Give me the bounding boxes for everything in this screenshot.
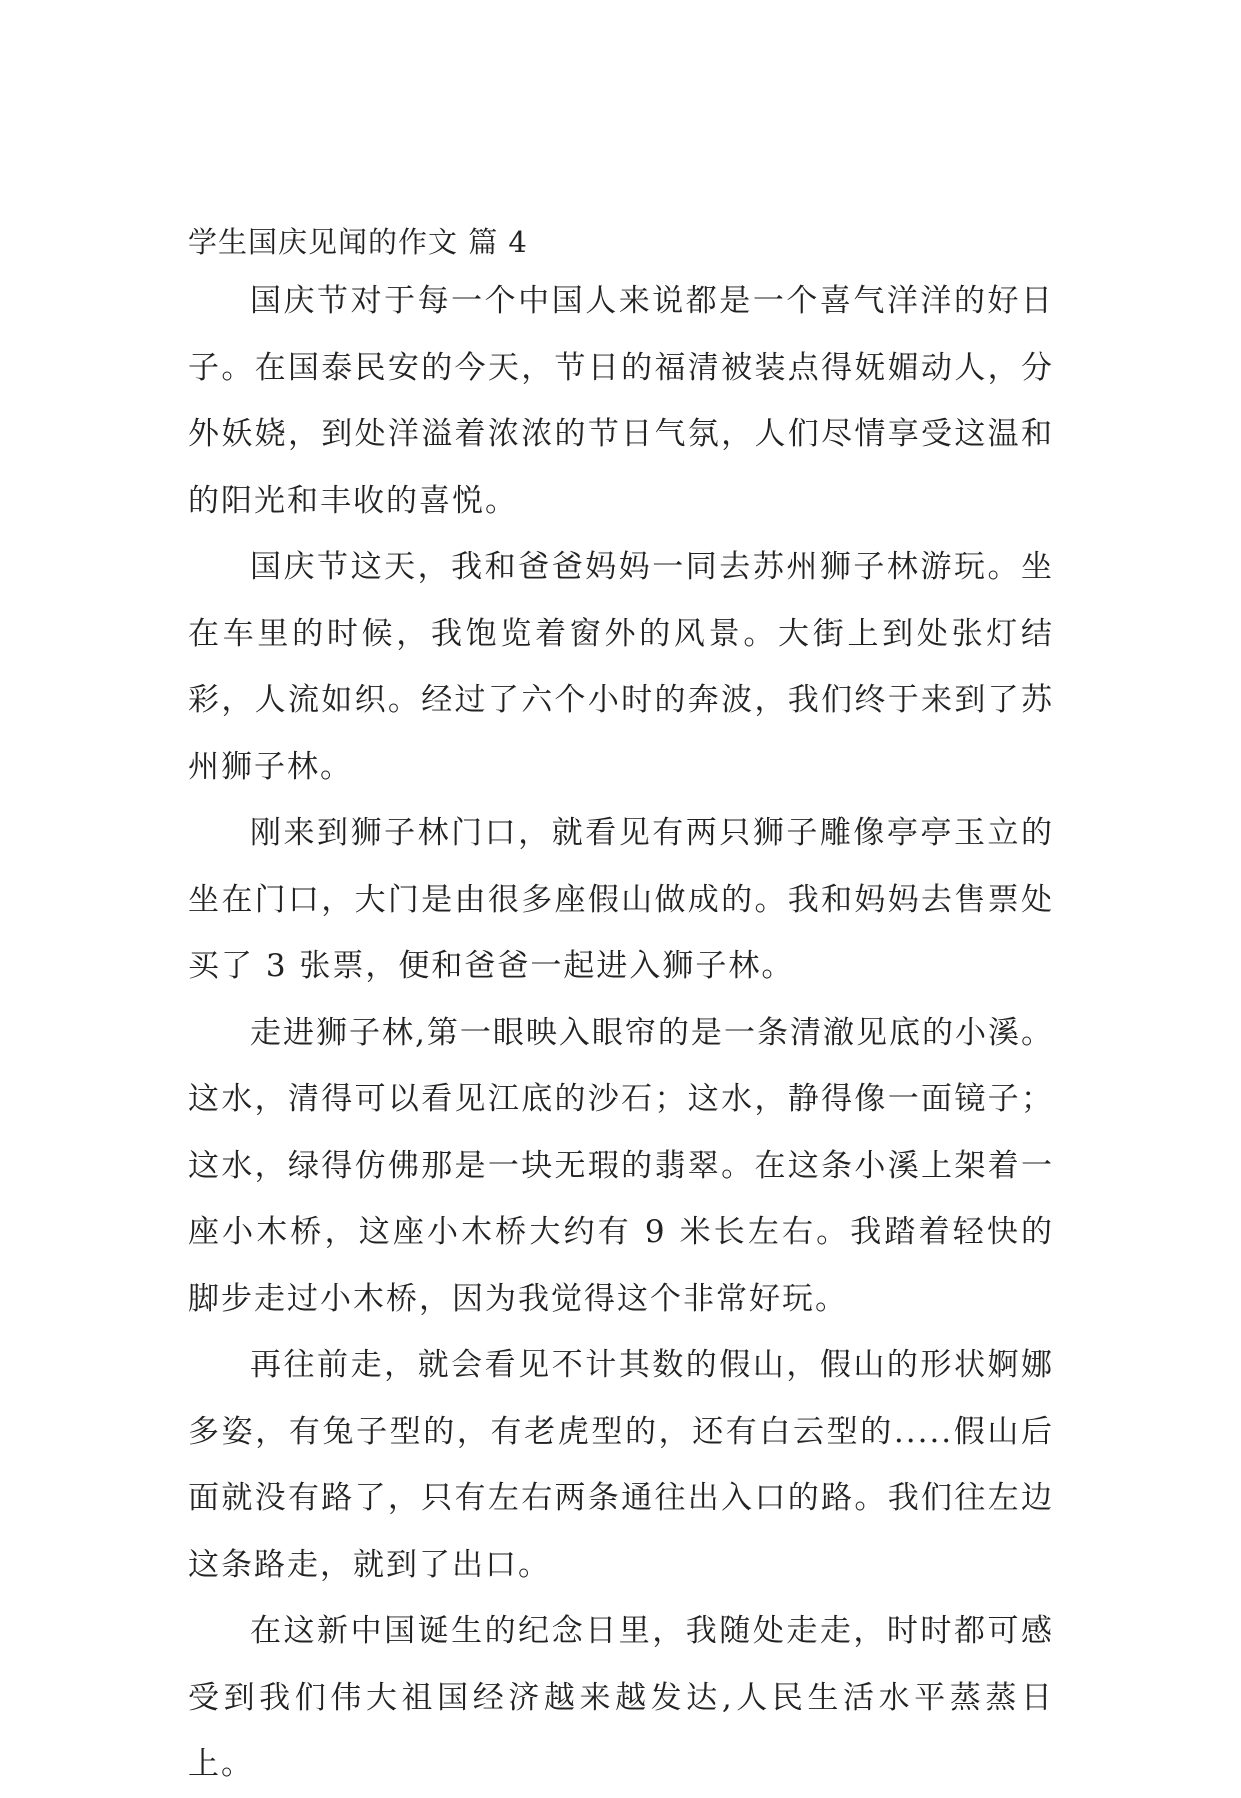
paragraph: 国庆节对于每一个中国人来说都是一个喜气洋洋的好日子。在国泰民安的今天，节日的福清被装点得妩媚动人，分外妖娆，到处洋溢着浓浓的节日气氛，人们尽情享受这温和的阳光和丰收的喜悦。	[188, 283, 1054, 519]
paragraph: 在这新中国诞生的纪念日里，我随处走走，时时都可感受到我们伟大祖国经济越来越发达,人民生活水平蒸蒸日上。	[188, 1613, 1054, 1782]
paragraph: 国庆节这天，我和爸爸妈妈一同去苏州狮子林游玩。坐在车里的时候，我饱览着窗外的风景。大街上到处张灯结彩，人流如织。经过了六个小时的奔波，我们终于来到了苏州狮子林。	[188, 549, 1054, 785]
paragraph: 再往前走，就会看见不计其数的假山，假山的形状婀娜多姿，有兔子型的，有老虎型的，还有白云型的.....假山后面就没有路了，只有左右两条通往出入口的路。我们往左边这条路走，就到了出口。	[188, 1347, 1054, 1583]
paragraph: 刚来到狮子林门口，就看见有两只狮子雕像亭亭玉立的坐在门口，大门是由很多座假山做成的。我和妈妈去售票处买了 3 张票，便和爸爸一起进入狮子林。	[188, 815, 1054, 984]
document-body	[188, 216, 1054, 1798]
essay-title: 学生国庆见闻的作文 篇 4	[188, 225, 528, 259]
paragraph: 走进狮子林,第一眼映入眼帘的是一条清澈见底的小溪。这水，清得可以看见江底的沙石；这水，静得像一面镜子；这水，绿得仿佛那是一块无瑕的翡翠。在这条小溪上架着一座小木桥，这座小木桥大约有 9 米长左右。我踏着轻快的脚步走过小木桥，因为我觉得这个非常好玩。	[188, 1014, 1054, 1317]
